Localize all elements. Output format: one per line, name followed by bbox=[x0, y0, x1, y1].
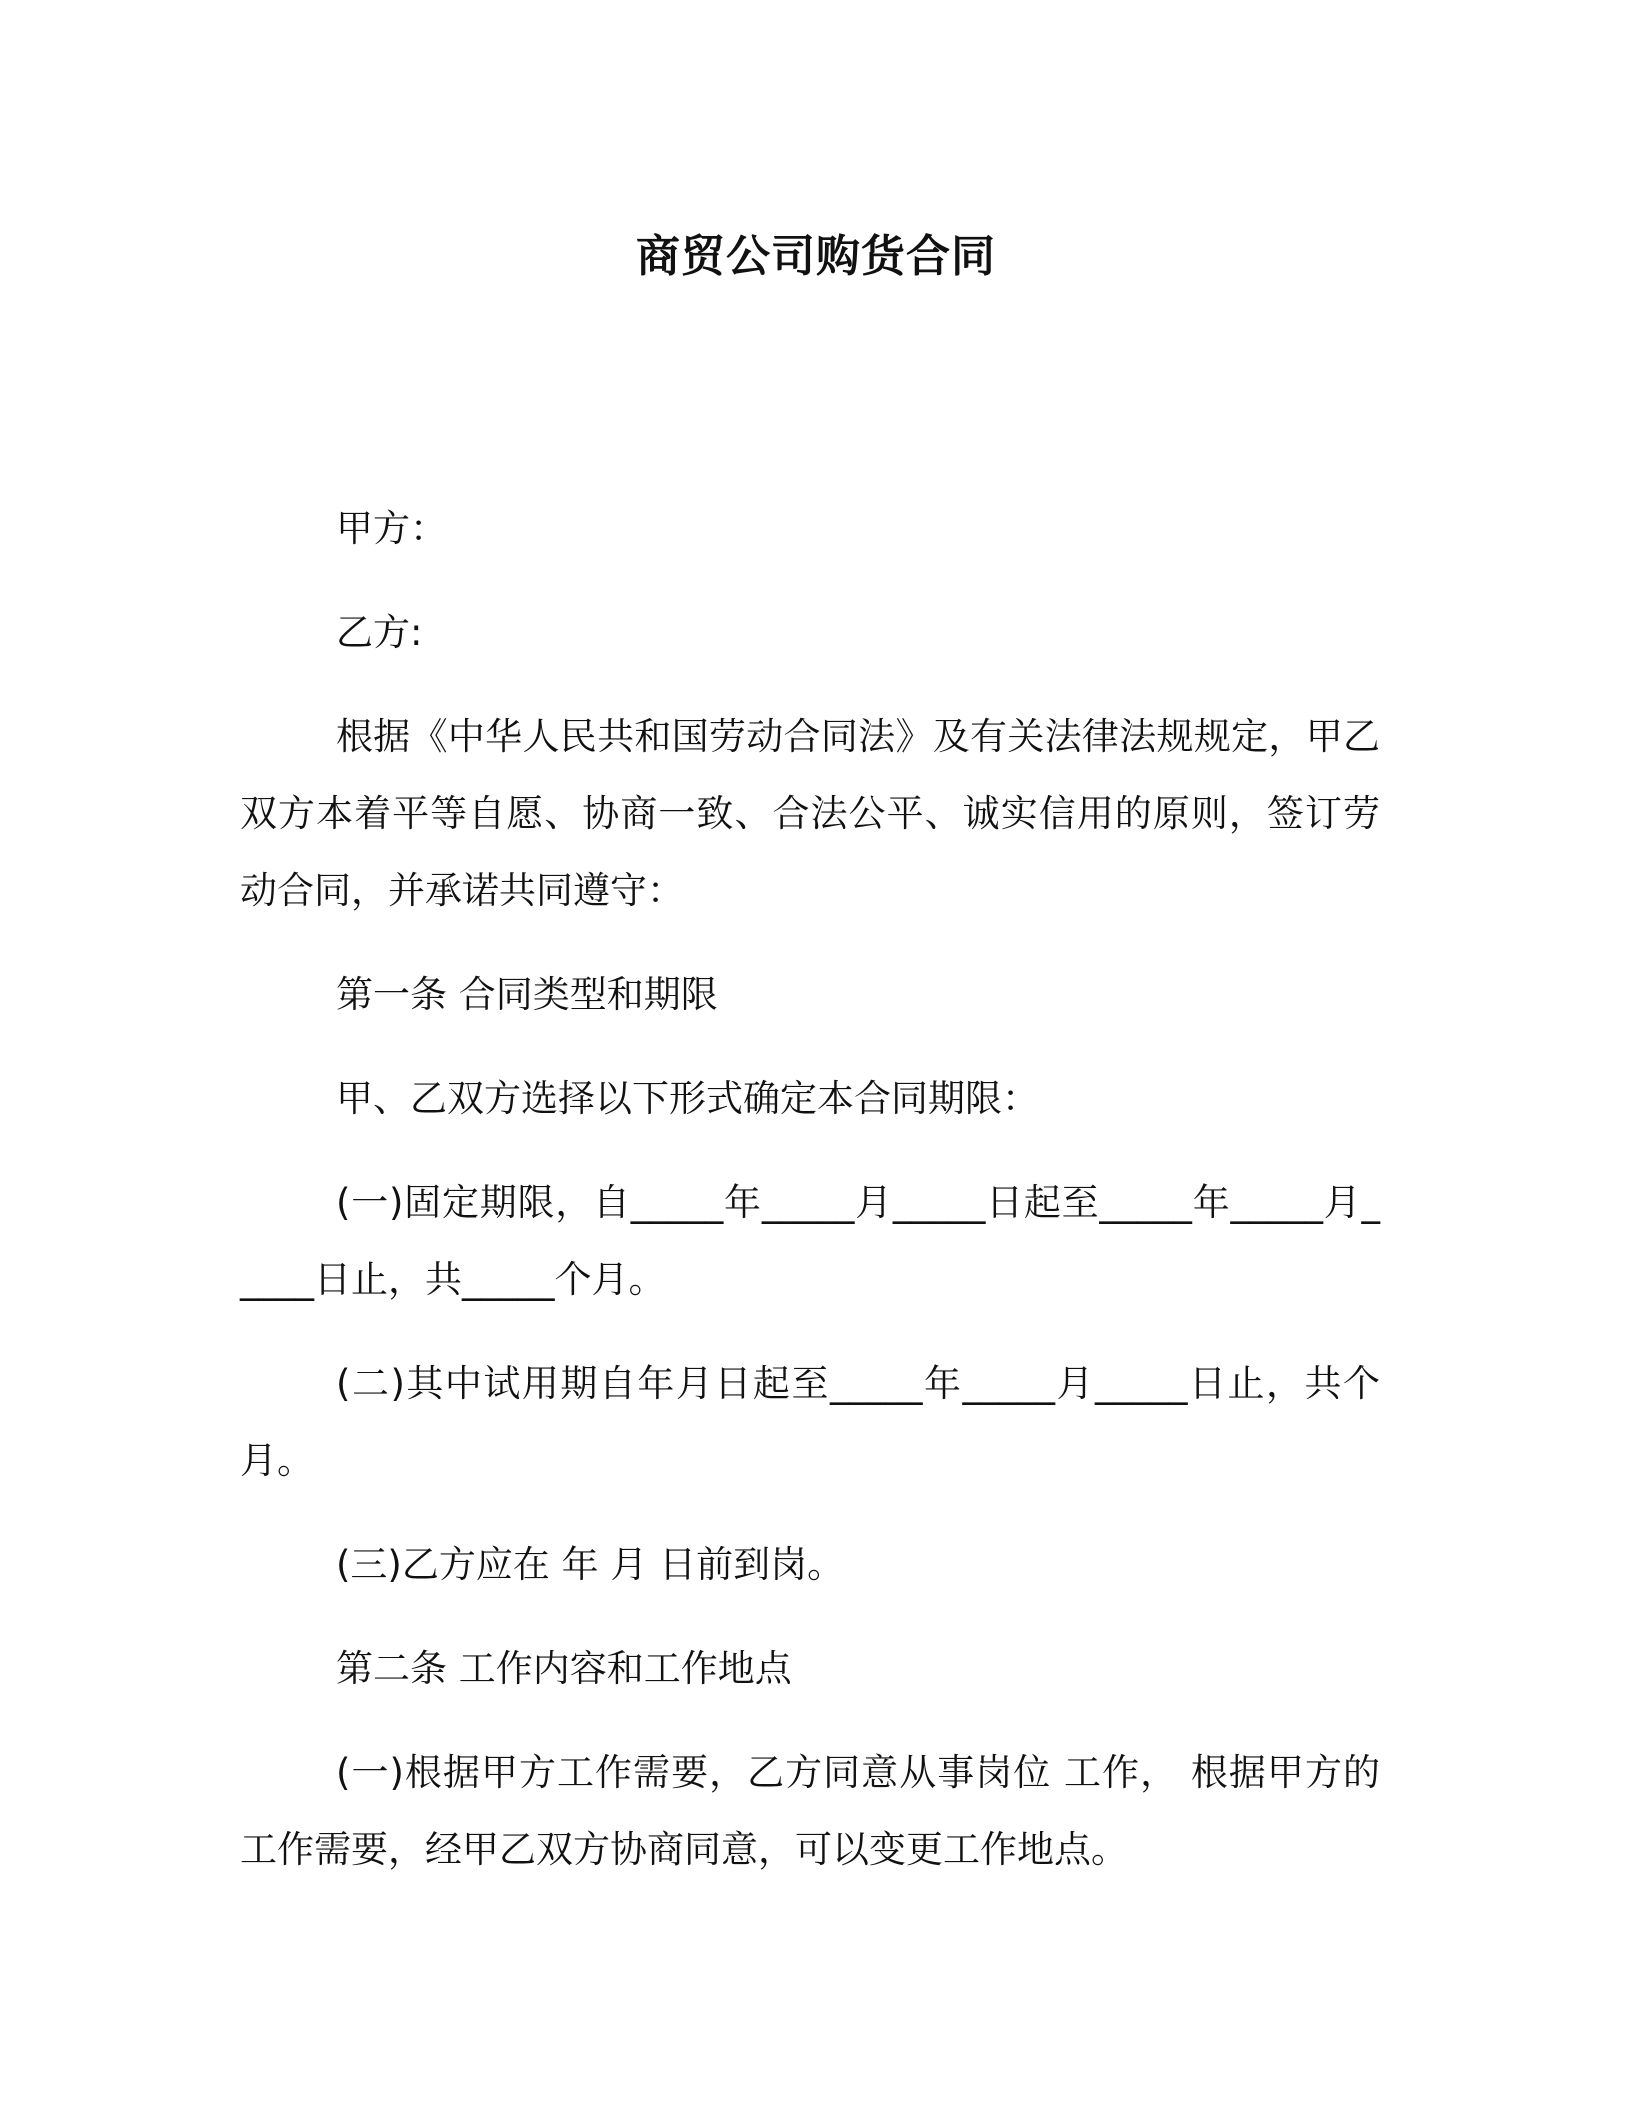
article-1-clause-2: (二)其中试用期自年月日起至_____年_____月_____日止，共个月。 bbox=[240, 1362, 1380, 1482]
party-a-line: 甲方： bbox=[336, 507, 447, 550]
party-b-line: 乙方: bbox=[336, 611, 423, 654]
article-1-heading: 第一条 合同类型和期限 bbox=[336, 973, 718, 1016]
article-1-intro: 甲、乙双方选择以下形式确定本合同期限： bbox=[336, 1077, 1039, 1120]
article-2-clause-1: (一)根据甲方工作需要，乙方同意从事岗位 工作， 根据甲方的工作需要，经甲乙双方协商同意，可以变更工作地点。 bbox=[240, 1751, 1380, 1871]
document-body bbox=[240, 490, 1380, 1915]
article-2-heading: 第二条 工作内容和工作地点 bbox=[336, 1647, 792, 1690]
article-1-clause-3: (三)乙方应在 年 月 日前到岗。 bbox=[336, 1543, 845, 1586]
article-1-clause-1: (一)固定期限，自_____年_____月_____日起至_____年_____月_____日止，共_____个月。 bbox=[240, 1181, 1380, 1301]
preamble-paragraph: 根据《中华人民共和国劳动合同法》及有关法律法规规定，甲乙双方本着平等自愿、协商一致、合法公平、诚实信用的原则，签订劳动合同，并承诺共同遵守： bbox=[240, 715, 1380, 912]
document-title: 商贸公司购货合同 bbox=[636, 231, 996, 282]
